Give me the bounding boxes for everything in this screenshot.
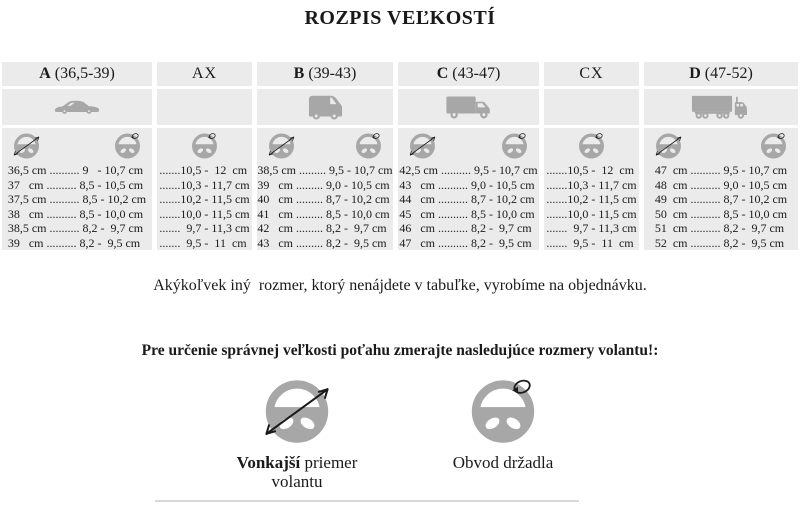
size-range: (39-43)	[304, 65, 357, 82]
circumference-label	[453, 453, 554, 472]
size-row: .......10,0 - 11,5 cm	[159, 206, 250, 221]
size-letter: CX	[579, 65, 604, 82]
size-column-header	[157, 62, 252, 86]
size-letter: C	[436, 65, 449, 82]
vehicle-car-icon	[2, 89, 152, 125]
size-data-cell	[644, 128, 798, 250]
size-row: .......10,5 - 12 cm	[159, 163, 248, 177]
vehicle-box-truck-icon	[398, 89, 539, 125]
measurement-legend	[0, 374, 800, 491]
size-letter: B	[293, 65, 305, 82]
size-range: (43-47)	[448, 65, 501, 82]
wheel-circumference-icon	[113, 131, 142, 159]
size-row: 44 cm .......... 8,7 - 10,2 cm	[399, 192, 535, 206]
size-column-header	[2, 62, 152, 86]
size-data-cell	[544, 128, 639, 250]
size-row: .......10,2 - 11,5 cm	[159, 192, 250, 206]
wheel-circumference-icon	[759, 131, 788, 159]
size-row: ....... 9,7 - 11,3 cm	[159, 221, 250, 235]
size-row: 46 cm .......... 8,2 - 9,7 cm	[399, 221, 532, 235]
size-row: 38 cm .......... 8,5 - 10,0 cm	[7, 206, 144, 221]
wheel-diameter-icon	[654, 131, 683, 159]
size-column	[544, 62, 639, 250]
wheel-circumference-icon	[190, 131, 219, 159]
circumference-label-text: Obvod držadla	[452, 453, 554, 472]
size-column	[644, 62, 798, 250]
wheel-icons-row	[2, 130, 152, 160]
size-range: (36,5-39)	[50, 65, 115, 82]
size-rows	[159, 163, 249, 250]
size-letter: AX	[191, 65, 218, 82]
vehicle-semi-truck-icon	[644, 89, 798, 125]
size-letter: D	[689, 65, 701, 82]
vehicle-van-icon	[257, 89, 393, 125]
size-range: (47-52)	[700, 65, 753, 82]
size-row: 38,5 cm .......... 8,2 - 9,7 cm	[7, 221, 144, 235]
size-row: 40 cm ......... 8,7 - 10,2 cm	[257, 192, 390, 206]
page-title: ROZPIS VEĽKOSTÍ	[304, 7, 496, 29]
wheel-icons-row	[157, 130, 252, 160]
size-row: .......10,3 - 11,7 cm	[159, 177, 250, 192]
size-row: 43 cm ......... 8,2 - 9,5 cm	[257, 235, 387, 250]
size-row: 37 cm .......... 8,5 - 10,5 cm	[7, 177, 144, 192]
size-row: ....... 9,7 - 11,3 cm	[546, 221, 637, 235]
size-column	[157, 62, 252, 250]
size-column	[2, 62, 152, 250]
legend-item-circumference	[418, 374, 588, 491]
size-row: 42,5 cm .......... 9,5 - 10,7 cm	[399, 163, 538, 177]
size-row: 43 cm .......... 9,0 - 10,5 cm	[399, 177, 535, 192]
size-data-cell	[398, 128, 539, 250]
size-data-cell	[157, 128, 252, 250]
wheel-diameter-icon	[408, 131, 437, 159]
vehicle-cell	[544, 89, 639, 125]
size-column-header	[398, 62, 539, 86]
size-letter: A	[39, 65, 51, 82]
size-row: 52 cm .......... 8,2 - 9,5 cm	[654, 235, 785, 250]
size-row: .......10,3 - 11,7 cm	[546, 177, 637, 192]
size-rows	[655, 163, 787, 250]
wheel-circumference-icon	[577, 131, 606, 159]
size-row: 51 cm .......... 8,2 - 9,7 cm	[654, 221, 785, 235]
size-column	[398, 62, 539, 250]
size-column-header	[257, 62, 393, 86]
size-row: 47 cm .......... 8,2 - 9,5 cm	[399, 235, 532, 250]
size-row: 50 cm .......... 8,5 - 10,0 cm	[654, 206, 788, 221]
wheel-diameter-icon	[261, 374, 333, 444]
size-column-header	[544, 62, 639, 86]
size-row: .......10,2 - 11,5 cm	[546, 192, 637, 206]
size-row: 42 cm ......... 8,2 - 9,7 cm	[257, 221, 387, 235]
size-row: 47 cm .......... 9,5 - 10,7 cm	[654, 163, 788, 177]
bottom-divider	[155, 500, 579, 502]
size-row: .......10,0 - 11,5 cm	[546, 206, 637, 221]
measure-instruction: Pre určenie správnej veľkosti poťahu zmerajte nasledujúce rozmery volantu!:	[141, 342, 659, 359]
size-row: ....... 9,5 - 11 cm	[159, 235, 247, 250]
vehicle-cell	[157, 89, 252, 125]
size-rows	[546, 163, 636, 250]
wheel-icons-row	[257, 130, 393, 160]
size-table	[2, 62, 798, 250]
wheel-diameter-icon	[267, 131, 296, 159]
size-data-cell	[257, 128, 393, 250]
diameter-label-bold: Vonkajší	[236, 453, 301, 472]
size-row: 38,5 cm ......... 9,5 - 10,7 cm	[257, 163, 393, 177]
size-column	[257, 62, 393, 250]
wheel-diameter-icon	[12, 131, 41, 159]
wheel-icons-row	[544, 130, 639, 160]
size-rows	[399, 163, 537, 250]
size-row: .......10,5 - 12 cm	[546, 163, 635, 177]
wheel-icons-row	[644, 130, 798, 160]
diameter-label-line2: volantu	[271, 472, 323, 491]
diameter-label	[237, 453, 358, 491]
size-row: 37,5 cm .......... 8,5 - 10,2 cm	[7, 192, 147, 206]
size-row: 48 cm .......... 9,0 - 10,5 cm	[654, 177, 788, 192]
size-row: 39 cm .......... 8,2 - 9,5 cm	[7, 235, 141, 250]
size-row: 36,5 cm .......... 9 - 10,7 cm	[7, 163, 144, 177]
size-rows	[8, 163, 146, 250]
size-row: ....... 9,5 - 11 cm	[546, 235, 634, 250]
wheel-circumference-icon	[467, 374, 539, 444]
size-row: 45 cm .......... 8,5 - 10,0 cm	[399, 206, 535, 221]
wheel-circumference-icon	[354, 131, 383, 159]
size-rows	[257, 163, 392, 250]
size-row: 39 cm ......... 9,0 - 10,5 cm	[257, 177, 390, 192]
size-row: 41 cm ......... 8,5 - 10,0 cm	[257, 206, 390, 221]
size-row: 49 cm .......... 8,7 - 10,2 cm	[654, 192, 788, 206]
size-column-header	[644, 62, 798, 86]
custom-order-note: Akýkoľvek iný rozmer, ktorý nenájdete v tabuľke, vyrobíme na objednávku.	[153, 277, 647, 294]
diameter-label-rest: priemer	[304, 453, 358, 472]
legend-item-diameter	[212, 374, 382, 491]
size-data-cell	[2, 128, 152, 250]
wheel-circumference-icon	[500, 131, 529, 159]
wheel-icons-row	[398, 130, 539, 160]
